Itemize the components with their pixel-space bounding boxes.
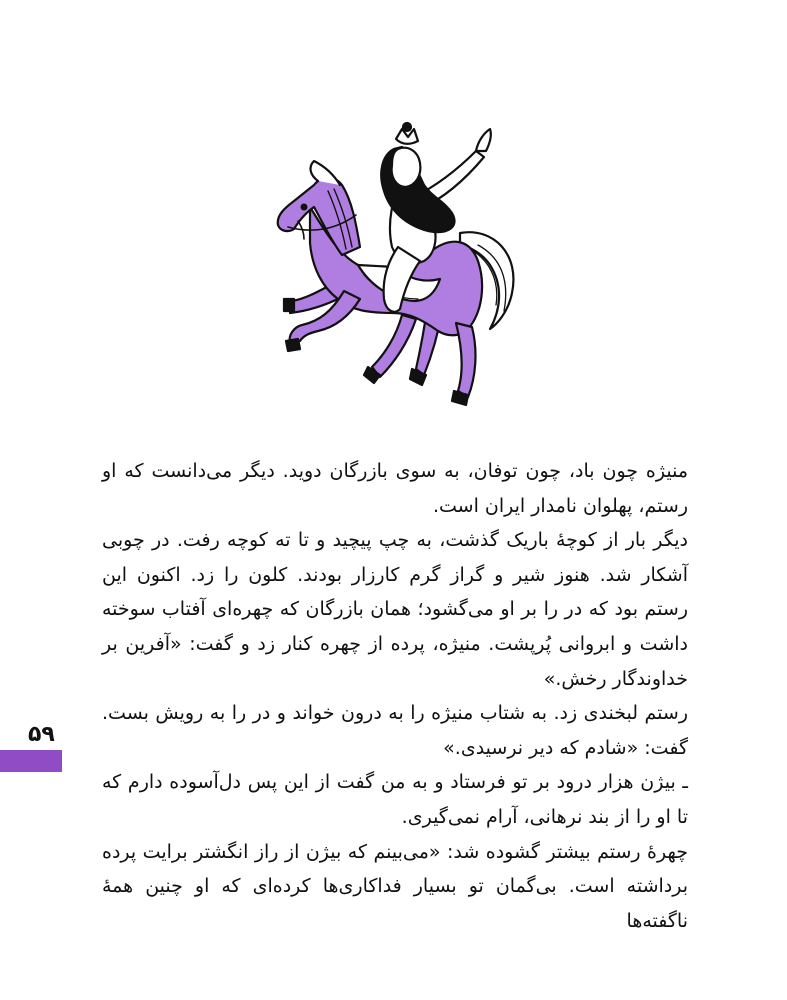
story-text: [102, 454, 688, 938]
page-number-marker: [0, 722, 62, 772]
paragraph: چهرهٔ رستم بیشتر گشوده شد: «می‌بینم که بیژن از راز انگشتر برایت پرده برداشته است. بی‌گمان تو بسیار فداکاری‌ها کرده‌ای که او چنین همهٔ ناگفته‌ها: [102, 840, 688, 932]
page-number-color-bar: [0, 750, 62, 772]
princess-on-horse-illustration: [238, 115, 528, 415]
paragraph: منیژه چون باد، چون توفان، به سوی بازرگان دوید. دیگر می‌دانست که او رستم، پهلوان نامدار ایران است.: [102, 460, 688, 517]
paragraph: رستم لبخندی زد. به شتاب منیژه را به درون خواند و در را به رویش بست. گفت: «شادم که دیر نرسیدی.»: [102, 702, 688, 759]
paragraph: دیگر بار از کوچهٔ باریک گذشت، به چپ پیچید و تا ته کوچه رفت. در چوبی آشکار شد. هنوز شیر و گراز گرم کارزار بودند. کلون را زد. اکنون این رستم بود که در را بر او می‌گشود؛ همان بازرگان که چهره‌ای آفتاب سوخته داشت و ابروانی پُرپشت. منیژه، پرده از چهره کنار زد و گفت: «آفرین بر خداوندگار رخش.»: [102, 529, 688, 690]
page-number: ۵۹: [28, 722, 55, 747]
paragraph: ـ بیژن هزار درود بر تو فرستاد و به من گفت از این پس دل‌آسوده دارم که تا او را از بند نرهانی، آرام نمی‌گیری.: [102, 771, 688, 828]
